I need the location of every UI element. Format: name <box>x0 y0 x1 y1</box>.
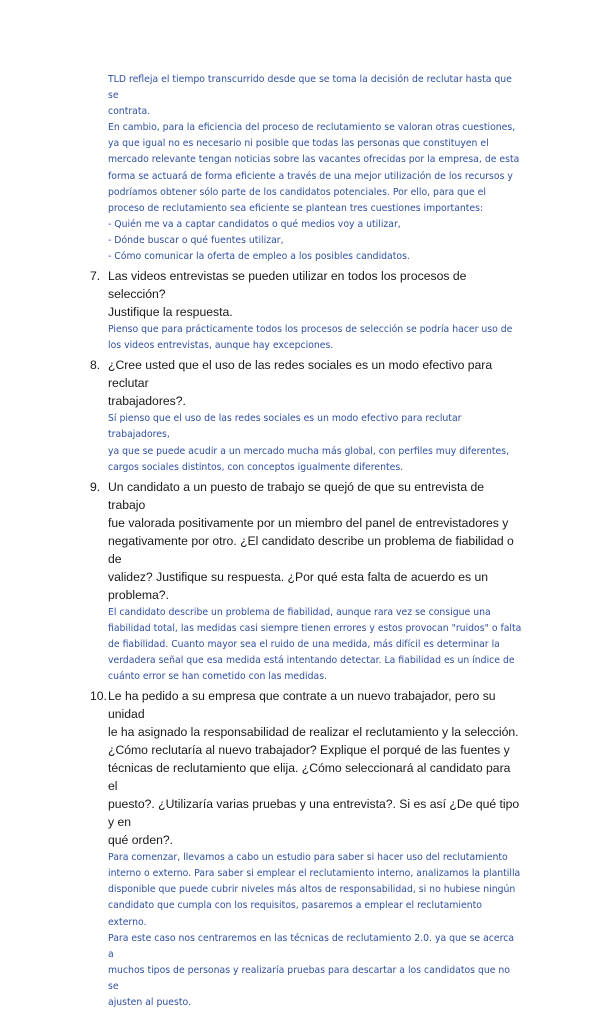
question-number: 7. <box>90 269 101 284</box>
answer-8: Sí pienso que el uso de las redes sociales es un modo efectivo para reclutar trabajadores, ya que se puede acudir a un mercado mucha más global, con perfiles muy diferentes, cargos sociales distintos, con conceptos igualmente diferentes. <box>108 413 510 473</box>
question-text: Un candidato a un puesto de trabajo se quejó de que su entrevista de trabajo fue valorada positivamente por un miembro del panel de entrevistadores y negativamente por otro. ¿El candidato describe un problema de fiabilidad o de validez? Justifique su respuesta. ¿Por qué esta falta de acuerdo es un problema?. <box>108 479 514 602</box>
question-10 <box>90 687 522 849</box>
question-number: 10. <box>90 689 107 704</box>
question-text: Las videos entrevistas se pueden utilizar en todos los procesos de selección? Justifique la respuesta. <box>108 269 467 320</box>
question-number: 8. <box>90 358 101 373</box>
answer-9: El candidato describe un problema de fiabilidad, aunque rara vez se consigue una fiabilidad total, las medidas casi siempre tienen errores y estos provocan "ruidos" o falta de fiabilidad. Cuanto mayor sea el ruido de una medida, más difícil es determinar la verdadera señal que esa medida está intentando detectar. La fiabilidad es un índice de cuánto error se han cometido con las medidas. <box>108 606 522 683</box>
question-9 <box>90 478 522 604</box>
document-content <box>90 72 522 1011</box>
question-8 <box>90 356 522 410</box>
answer-7: Pienso que para prácticamente todos los procesos de selección se podría hacer uso de los videos entrevistas, aunque hay excepciones. <box>108 324 513 352</box>
question-7 <box>90 267 522 321</box>
intro-answer: TLD refleja el tiempo transcurrido desde que se toma la decisión de reclutar hasta que se contrata. En cambio, para la eficiencia del proceso de reclutamiento se valoran otras cuestiones, ya que igual no es necesario ni posible que todas las personas que constituyen el mercado relevante tengan noticias sobre las vacantes ofrecidas por la empresa, de esta forma se actuará de forma eficiente a través de una mejor utilización de los recursos y podríamos obtener sólo parte de los candidatos potenciales. Por ello, para que el proceso de reclutamiento sea eficiente se plantean tres cuestiones importantes: - Quién me va a captar candidatos o qué medios voy a utilizar, - Dónde buscar o qué fuentes utilizar, - Cómo comunicar la oferta de empleo a los posibles candidatos. <box>108 74 520 263</box>
question-text: Le ha pedido a su empresa que contrate a un nuevo trabajador, pero su unidad le ha asignado la responsabilidad de realizar el reclutamiento y la selección. ¿Cómo reclutaría al nuevo trabajador? Explique el porqué de las fuentes y técnicas de reclutamiento que elija. ¿Cómo seleccionará al candidato para el puesto?. ¿Utilizaría varias pruebas y una entrevista?. Si es así ¿De qué tipo y en qué orden?. <box>108 689 520 848</box>
question-text: ¿Cree usted que el uso de las redes sociales es un modo efectivo para reclutar trabajadores?. <box>108 358 493 409</box>
question-number: 9. <box>90 479 101 494</box>
answer-10: Para comenzar, llevamos a cabo un estudio para saber si hacer uso del reclutamiento interno o externo. Para saber si emplear el reclutamiento interno, analizamos la plantilla disponible que puede cubrir niveles más altos de responsabilidad, si no hubiese ningún candidato que cumpla con los requisitos, pasaremos a emplear el reclutamiento externo. Para este caso nos centraremos en las técnicas de reclutamiento 2.0. ya que se acerca a muchos tipos de personas y realizaría pruebas para descartar a los candidatos que no se ajusten al puesto. <box>108 852 521 1008</box>
